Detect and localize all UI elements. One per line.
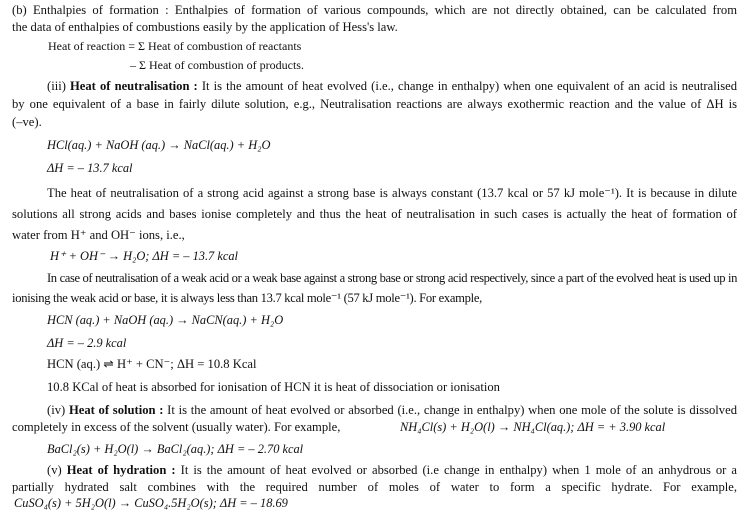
para-hcn-ionisation: 10.8 KCal of heat is absorbed for ionisation of HCN it is heat of dissociation or ionisation — [47, 380, 500, 394]
para-weak-acid-line-2: ionising the weak acid or base, it is always less than 13.7 kcal mole⁻¹ (57 kJ mole⁻¹). For example, — [12, 291, 483, 305]
para-iv-line-1 — [47, 402, 737, 418]
para-strong-acid-line-1: The heat of neutralisation of a strong acid against a strong base is always constant (13.7 kcal or 57 kJ mole⁻¹). It is because in dilute — [47, 186, 737, 200]
equation-hcl-naoh: HCl(aq.) + NaOH (aq.) → NaCl(aq.) + H₂O — [47, 138, 271, 152]
equation-bacl2: BaCl₂(s) + H₂O(l) → BaCl₂(aq.); ΔH = – 2.70 kcal — [47, 442, 304, 456]
equation-hcn-naoh: HCN (aq.) + NaOH (aq.) → NaCN(aq.) + H₂O — [47, 313, 284, 327]
heading-heat-of-solution: Heat of solution : — [68, 403, 164, 417]
equation-cuso4: CuSO₄(s) + 5H₂O(l) → CuSO₄.5H₂O(s); ΔH = – 18.69 — [14, 496, 288, 510]
equation-nh4cl: NH₄Cl(s) + H₂O(l) → NH₄Cl(aq.); ΔH = + 3.90 kcal — [400, 420, 666, 434]
equation-dh-13-7: ΔH = – 13.7 kcal — [47, 161, 133, 175]
para-strong-acid-line-2: solutions all strong acids and bases ionise completely and thus the heat of neutralisation in such cases is actually the heat of formation of — [12, 207, 737, 221]
para-iii-line-3: (–ve). — [12, 115, 42, 129]
para-v-line-1 — [47, 462, 737, 478]
equation-hcn-ionisation: HCN (aq.) ⇌ H⁺ + CN⁻; ΔH = 10.8 Kcal — [47, 357, 257, 371]
para-iv-line-2: completely in excess of the solvent (usually water). For example, — [12, 420, 341, 434]
heading-heat-of-neutralisation: Heat of neutralisation : — [70, 79, 198, 93]
equation-dh-2-9: ΔH = – 2.9 kcal — [47, 336, 127, 350]
para-v-number: (v) — [47, 463, 67, 477]
para-iii-number: (iii) — [47, 79, 70, 93]
para-b-line-1: (b) Enthalpies of formation : Enthalpies of formation of various compounds, which are not directly obtained, can be calculated from — [12, 3, 737, 17]
para-iii-line-2: by one equivalent of a base in fairly dilute solution, e.g., Neutralisation reactions are always exothermic reaction and the value of ΔH is — [12, 97, 737, 111]
para-v-line-2: partially hydrated salt combines with the required number of moles of water to form a specific hydrate. For example, — [12, 480, 737, 494]
para-iii-text: It is the amount of heat evolved (i.e., change in enthalpy) when one equivalent of an acid is neutralised — [197, 79, 737, 93]
equation-h-oh: H⁺ + OH⁻ → H₂O; ΔH = – 13.7 kcal — [50, 249, 238, 263]
para-iv-text: It is the amount of heat evolved or absorbed (i.e., change in enthalpy) when one mole of the solute is dissolved — [163, 403, 737, 417]
para-strong-acid-line-3: water from H⁺ and OH⁻ ions, i.e., — [12, 228, 185, 242]
para-iv-number: (iv) — [47, 403, 69, 417]
formula-heat-of-reaction: Heat of reaction = Σ Heat of combustion of reactants — [48, 39, 302, 53]
heading-heat-of-hydration: Heat of hydration : — [66, 463, 176, 477]
para-v-text: It is the amount of heat evolved or absorbed (i.e change in enthalpy) when 1 mole of an anhydrous or a — [175, 463, 737, 477]
para-weak-acid-line-1: In case of neutralisation of a weak acid or a weak base against a strong base or strong acid respectively, since a part of the evolved heat is used up in — [47, 271, 737, 285]
para-iii-line-1 — [47, 78, 737, 94]
formula-heat-of-combustion-products: – Σ Heat of combustion of products. — [130, 58, 304, 72]
para-b-line-2: the data of enthalpies of combustions easily by the application of Hess's law. — [12, 20, 398, 34]
